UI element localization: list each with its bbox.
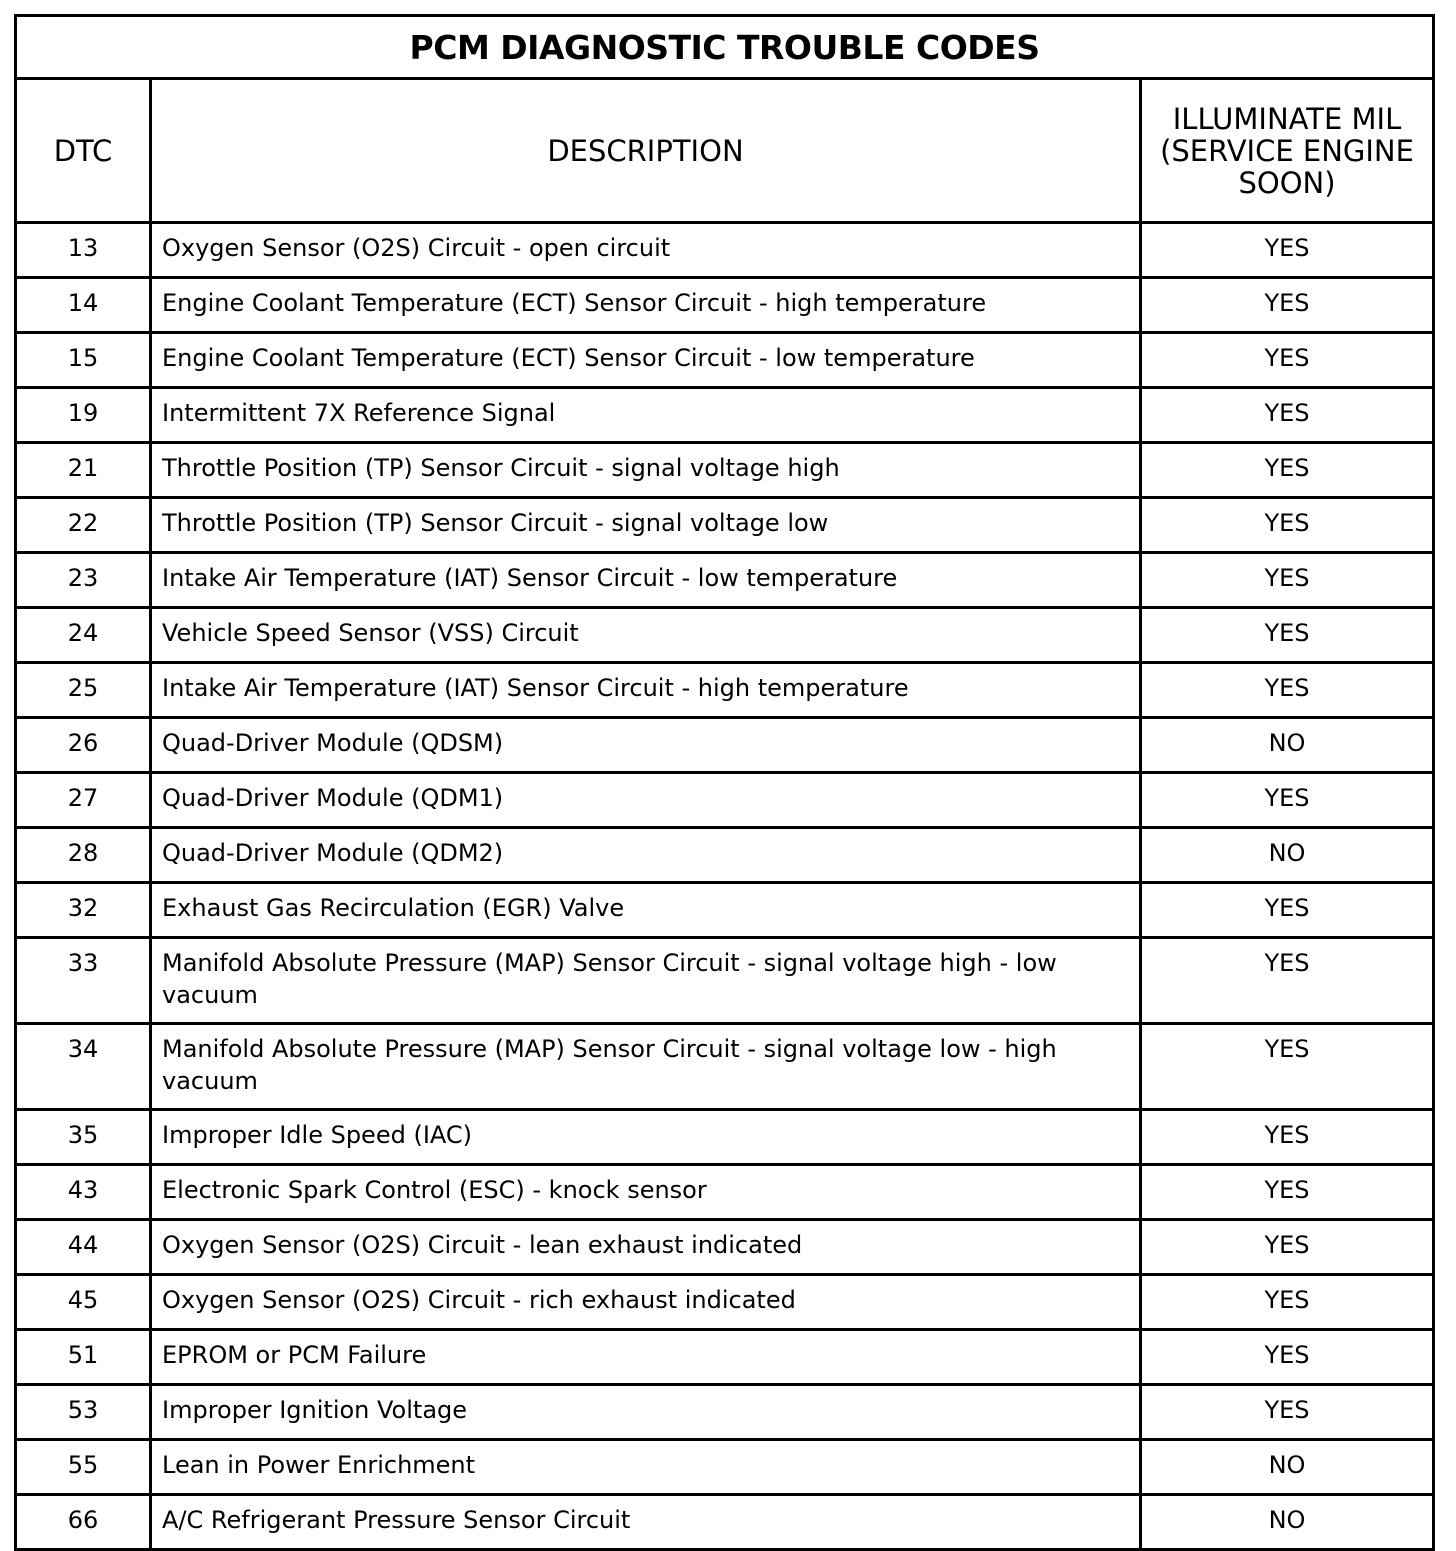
mil-status: YES: [1141, 883, 1434, 938]
mil-status: YES: [1141, 1275, 1434, 1330]
dtc-description: Quad-Driver Module (QDM1): [151, 773, 1141, 828]
mil-status: YES: [1141, 773, 1434, 828]
header-dtc: DTC: [16, 79, 151, 223]
dtc-code: 53: [16, 1385, 151, 1440]
dtc-code: 23: [16, 553, 151, 608]
table-row: [16, 1440, 1434, 1495]
dtc-code: 21: [16, 443, 151, 498]
table-row: [16, 388, 1434, 443]
dtc-description: Engine Coolant Temperature (ECT) Sensor Circuit - high temperature: [151, 278, 1141, 333]
dtc-code: 55: [16, 1440, 151, 1495]
dtc-code: 22: [16, 498, 151, 553]
dtc-code: 45: [16, 1275, 151, 1330]
table-row: [16, 278, 1434, 333]
dtc-description: Oxygen Sensor (O2S) Circuit - lean exhaust indicated: [151, 1220, 1141, 1275]
mil-status: NO: [1141, 718, 1434, 773]
table-row: [16, 1110, 1434, 1165]
dtc-code: 34: [16, 1024, 151, 1110]
dtc-description: Engine Coolant Temperature (ECT) Sensor Circuit - low temperature: [151, 333, 1141, 388]
dtc-code: 27: [16, 773, 151, 828]
dtc-description: EPROM or PCM Failure: [151, 1330, 1141, 1385]
mil-status: YES: [1141, 498, 1434, 553]
dtc-description: Manifold Absolute Pressure (MAP) Sensor Circuit - signal voltage high - low vacuum: [151, 938, 1141, 1024]
dtc-code: 44: [16, 1220, 151, 1275]
table-body: [16, 223, 1434, 1550]
dtc-description: Exhaust Gas Recirculation (EGR) Valve: [151, 883, 1141, 938]
dtc-code: 35: [16, 1110, 151, 1165]
table-row: [16, 333, 1434, 388]
dtc-description: Improper Idle Speed (IAC): [151, 1110, 1141, 1165]
dtc-description: Oxygen Sensor (O2S) Circuit - open circuit: [151, 223, 1141, 278]
mil-status: NO: [1141, 828, 1434, 883]
dtc-code: 51: [16, 1330, 151, 1385]
mil-status: YES: [1141, 1165, 1434, 1220]
mil-status: YES: [1141, 443, 1434, 498]
table-row: [16, 1220, 1434, 1275]
mil-status: YES: [1141, 388, 1434, 443]
mil-status: YES: [1141, 223, 1434, 278]
dtc-description: Throttle Position (TP) Sensor Circuit - signal voltage low: [151, 498, 1141, 553]
table-row: [16, 223, 1434, 278]
header-illuminate-mil: ILLUMINATE MIL (SERVICE ENGINE SOON): [1141, 79, 1434, 223]
mil-status: YES: [1141, 1330, 1434, 1385]
dtc-code: 24: [16, 608, 151, 663]
mil-status: YES: [1141, 278, 1434, 333]
dtc-code: 13: [16, 223, 151, 278]
table-row: [16, 498, 1434, 553]
table-row: [16, 828, 1434, 883]
dtc-description: Vehicle Speed Sensor (VSS) Circuit: [151, 608, 1141, 663]
table-row: [16, 773, 1434, 828]
table-row: [16, 663, 1434, 718]
table-row: [16, 1024, 1434, 1110]
table-title: PCM DIAGNOSTIC TROUBLE CODES: [16, 16, 1434, 79]
table-row: [16, 1330, 1434, 1385]
dtc-description: Lean in Power Enrichment: [151, 1440, 1141, 1495]
table-row: [16, 1275, 1434, 1330]
dtc-code: 26: [16, 718, 151, 773]
table-row: [16, 1495, 1434, 1550]
dtc-description: Improper Ignition Voltage: [151, 1385, 1141, 1440]
dtc-code: 32: [16, 883, 151, 938]
dtc-description: Intake Air Temperature (IAT) Sensor Circuit - high temperature: [151, 663, 1141, 718]
mil-status: YES: [1141, 333, 1434, 388]
mil-status: YES: [1141, 1385, 1434, 1440]
header-row: [16, 79, 1434, 223]
dtc-description: Oxygen Sensor (O2S) Circuit - rich exhaust indicated: [151, 1275, 1141, 1330]
dtc-code: 43: [16, 1165, 151, 1220]
title-row: [16, 16, 1434, 79]
dtc-code: 33: [16, 938, 151, 1024]
table-row: [16, 443, 1434, 498]
table-row: [16, 718, 1434, 773]
mil-status: YES: [1141, 938, 1434, 1024]
dtc-code: 15: [16, 333, 151, 388]
dtc-code: 25: [16, 663, 151, 718]
mil-status: YES: [1141, 553, 1434, 608]
dtc-description: Throttle Position (TP) Sensor Circuit - signal voltage high: [151, 443, 1141, 498]
table-row: [16, 938, 1434, 1024]
table-row: [16, 1165, 1434, 1220]
dtc-description: Quad-Driver Module (QDM2): [151, 828, 1141, 883]
mil-status: YES: [1141, 1220, 1434, 1275]
mil-status: YES: [1141, 1024, 1434, 1110]
table-row: [16, 883, 1434, 938]
mil-status: NO: [1141, 1440, 1434, 1495]
dtc-code: 14: [16, 278, 151, 333]
mil-status: YES: [1141, 663, 1434, 718]
header-description: DESCRIPTION: [151, 79, 1141, 223]
dtc-description: Intermittent 7X Reference Signal: [151, 388, 1141, 443]
dtc-description: Manifold Absolute Pressure (MAP) Sensor Circuit - signal voltage low - high vacuum: [151, 1024, 1141, 1110]
dtc-description: A/C Refrigerant Pressure Sensor Circuit: [151, 1495, 1141, 1550]
dtc-description: Electronic Spark Control (ESC) - knock sensor: [151, 1165, 1141, 1220]
table-row: [16, 608, 1434, 663]
mil-status: YES: [1141, 608, 1434, 663]
dtc-code: 66: [16, 1495, 151, 1550]
dtc-code: 28: [16, 828, 151, 883]
mil-status: YES: [1141, 1110, 1434, 1165]
dtc-code: 19: [16, 388, 151, 443]
table-row: [16, 553, 1434, 608]
dtc-description: Quad-Driver Module (QDSM): [151, 718, 1141, 773]
mil-status: NO: [1141, 1495, 1434, 1550]
dtc-table: [14, 14, 1435, 1551]
dtc-description: Intake Air Temperature (IAT) Sensor Circuit - low temperature: [151, 553, 1141, 608]
table-row: [16, 1385, 1434, 1440]
